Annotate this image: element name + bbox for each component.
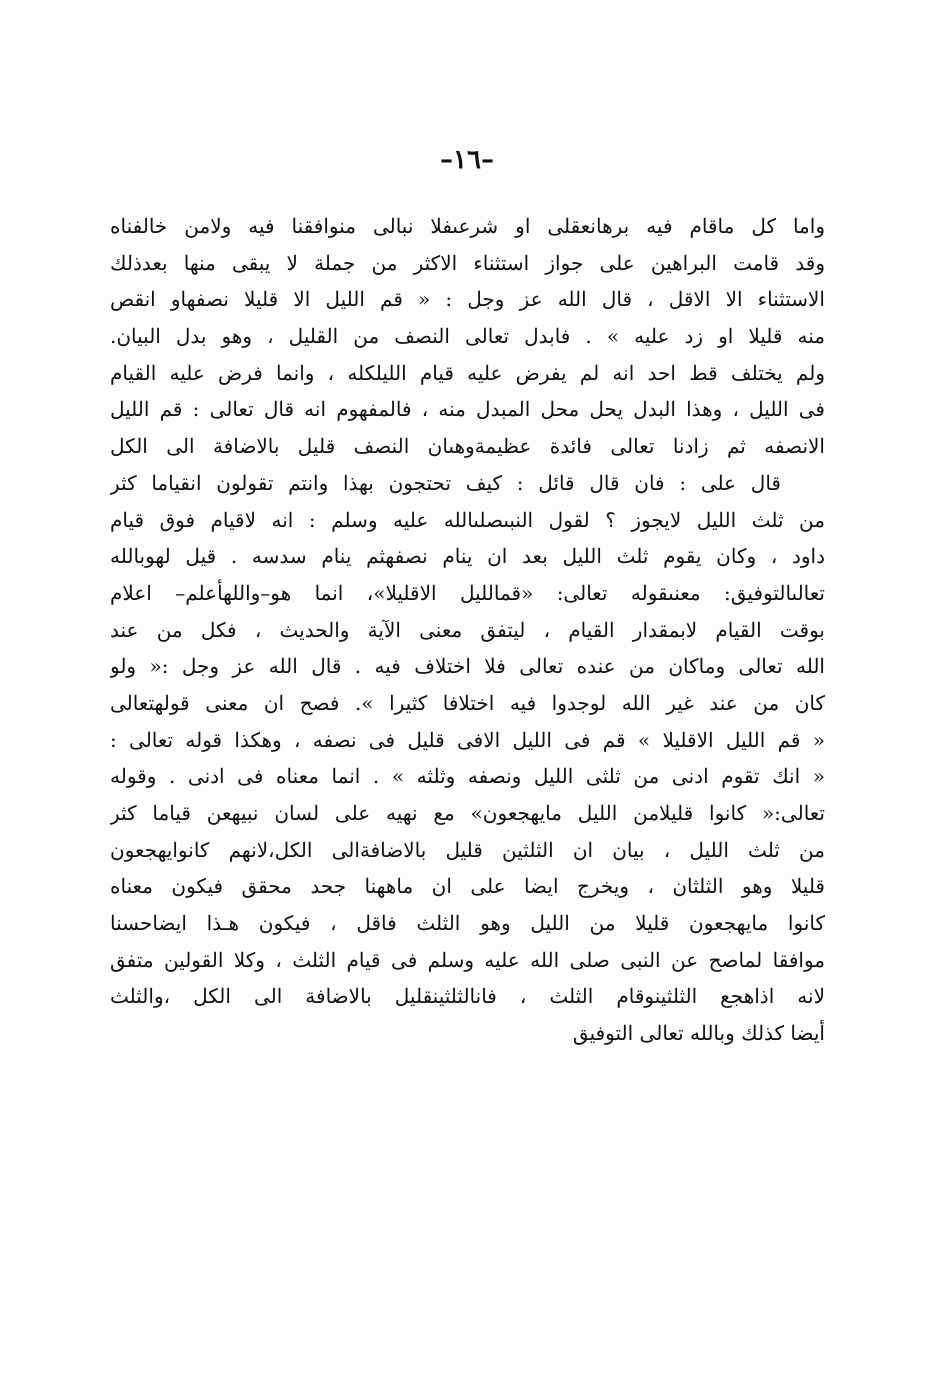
text-line: موافقا لماصح عن النبى صلى الله عليه وسلم فى قيام الثلث ، وكلا القولين متفق — [110, 947, 825, 972]
body-text — [110, 208, 825, 1052]
text-line: الله تعالى وماكان من عنده تعالى فلا اختلاف فيه . قال الله عز وجل :« ولو — [110, 654, 825, 679]
text-line: منه قليلا او زد عليه » . فابدل تعالى النصف من القليل ، وهو بدل البيان. — [110, 324, 825, 349]
text-line: ولم يختلف قط احد انه لم يفرض عليه قيام الليلكله ، وانما فرض عليه القيام — [110, 360, 825, 385]
text-line: من ثلث الليل لايجوز ؟ لقول النبىصلىالله عليه وسلم : انه لاقيام فوق قيام — [110, 507, 825, 532]
text-line: الاستثناء الا الاقل ، قال الله عز وجل : « قم الليل الا قليلا نصفهاو انقص — [110, 287, 825, 312]
text-line: داود ، وكان يقوم ثلث الليل بعد ان ينام نصفهثم ينام سدسه . قيل لهوبالله — [110, 544, 825, 569]
text-line: وقد قامت البراهين على جواز استثناء الاكثر من جملة لا يبقى منها بعدذلك — [110, 250, 825, 275]
text-line: تعالى:« كانوا قليلامن الليل مايهجعون» مع نهيه على لسان نبيهعن قياما كثر — [110, 801, 825, 825]
text-line: تعالىالتوفيق: معنىقوله تعالى: «قمالليل الاقليلا»، انما هو–واللهأعلم– اعلام — [110, 580, 825, 605]
page-number: –١٦– — [440, 145, 494, 175]
text-line: من ثلث الليل ، بيان ان الثلثين قليل بالاضافةالى الكل،لانهم كانوايهجعون — [110, 837, 825, 862]
text-line: لانه اذاهجع الثلثينوقام الثلث ، فانالثلثينقليل بالاضافة الى الكل ،والثلث — [110, 984, 825, 1009]
text-line: بوقت القيام لابمقدار القيام ، ليتفق معنى الآية والحديث ، فكل من عند — [110, 617, 825, 642]
text-line: كان من عند غير الله لوجدوا فيه اختلافا كثيرا ». فصح ان معنى قولهتعالى — [110, 690, 825, 715]
text-line: الانصفه ثم زادنا تعالى فائدة عظيمةوهىان النصف قليل بالاضافة الى الكل — [110, 434, 825, 459]
text-line: « انك تقوم ادنى من ثلثى الليل ونصفه وثلثه » . انما معناه فى ادنى . وقوله — [110, 764, 825, 789]
text-line: « قم الليل الاقليلا » قم فى الليل الافى قليل فى نصفه ، وهكذا قوله تعالى : — [110, 727, 825, 752]
text-line: قال على : فان قال قائل : كيف تحتجون بهذا وانتم تقولون انقياما كثر — [110, 470, 781, 495]
text-line: أيضا كذلك وبالله تعالى التوفيق — [572, 1021, 825, 1046]
text-line: فى الليل ، وهذا البدل يحل محل المبدل منه ، فالمفهوم انه قال تعالى : قم الليل — [110, 397, 825, 422]
text-line: كانوا مايهجعون قليلا من الليل وهو الثلث فاقل ، فيكون هـذا ايضاحسنا — [110, 911, 825, 936]
text-line: واما كل ماقام فيه برهانعقلى او شرعىفلا نبالى منوافقنا فيه ولامن خالفناه — [110, 214, 825, 238]
text-line: قليلا وهو الثلثان ، ويخرج ايضا على ان ماههنا جحد محقق فيكون معناه — [110, 874, 825, 899]
